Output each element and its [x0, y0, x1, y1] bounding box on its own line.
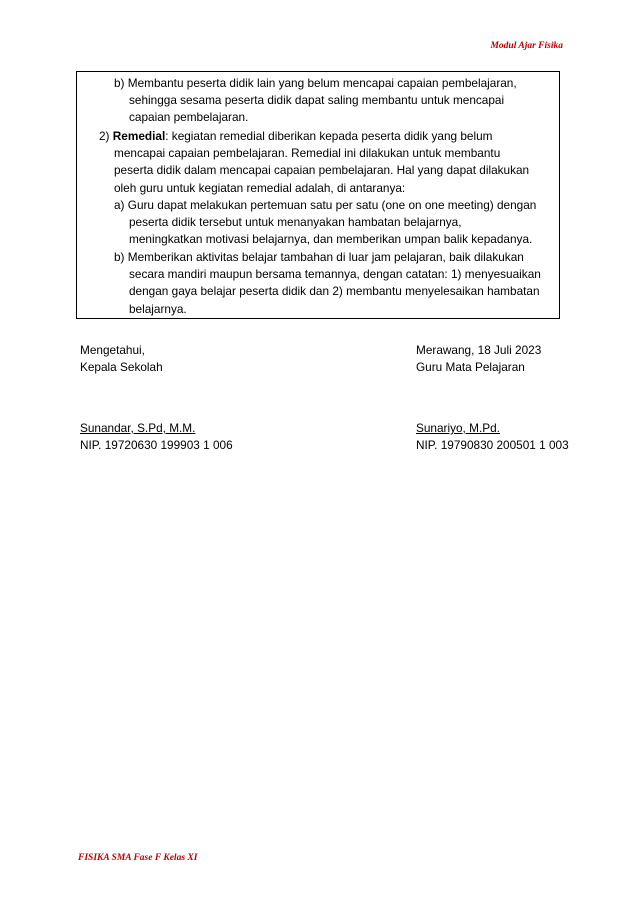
teacher-name: Sunariyo, M.Pd.: [416, 421, 500, 435]
signature-left-name-block: [80, 420, 233, 455]
place-date: Merawang, 18 Juli 2023: [416, 343, 542, 357]
page-footer: FISIKA SMA Fase F Kelas XI: [78, 853, 198, 863]
list-item-a-one-on-one: [114, 197, 536, 249]
text-line: sehingga sesama peserta didik dapat saling membantu untuk mencapai: [129, 93, 505, 108]
text-line: b) Memberikan aktivitas belajar tambahan di luar jam pelajaran, baik dilakukan: [114, 250, 524, 264]
definition-text: : kegiatan remedial diberikan kepada peserta didik yang belum: [165, 129, 493, 143]
text-line: secara mandiri maupun bersama temannya, dengan catatan: 1) menyesuaikan: [129, 267, 541, 282]
text-line: capaian pembelajaran.: [129, 110, 249, 125]
text-line: meningkatkan motivasi belajarnya, dan memberikan umpan balik kepadanya.: [129, 232, 533, 247]
list-item-b-peer-support: [114, 75, 517, 127]
text-line: dengan gaya belajar peserta didik dan 2) membantu menyelesaikan hambatan: [129, 284, 540, 299]
teacher-role: Guru Mata Pelajaran: [416, 360, 525, 375]
page-header: Modul Ajar Fisika: [490, 41, 563, 51]
principal-nip: NIP. 19720630 199903 1 006: [80, 438, 233, 453]
signature-right-name-block: [416, 420, 569, 455]
text-line: oleh guru untuk kegiatan remedial adalah, di antaranya:: [114, 180, 406, 195]
item-number: 2): [99, 129, 110, 143]
text-line: belajarnya.: [129, 301, 187, 316]
text-line: mencapai capaian pembelajaran. Remedial ini dilakukan untuk membantu: [114, 146, 501, 161]
text-line: b) Membantu peserta didik lain yang belum mencapai capaian pembelajaran,: [114, 76, 517, 90]
list-item-b-extra-activity: [114, 249, 541, 318]
principal-name: Sunandar, S.Pd, M.M.: [80, 421, 196, 435]
principal-role: Kepala Sekolah: [80, 360, 163, 375]
signature-right: [416, 342, 541, 377]
acknowledged-label: Mengetahui,: [80, 343, 145, 357]
term-remedial: Remedial: [112, 129, 166, 143]
text-line: a) Guru dapat melakukan pertemuan satu per satu (one on one meeting) dengan: [114, 198, 537, 212]
text-line: peserta didik dalam mencapai capaian pembelajaran. Hal yang dapat dilakukan: [114, 163, 530, 178]
list-item-remedial: [99, 128, 529, 197]
text-line: [99, 128, 529, 145]
signature-left: [80, 342, 163, 377]
text-line: peserta didik tersebut untuk menanyakan hambatan belajarnya,: [129, 215, 462, 230]
teacher-nip: NIP. 19790830 200501 1 003: [416, 438, 569, 453]
